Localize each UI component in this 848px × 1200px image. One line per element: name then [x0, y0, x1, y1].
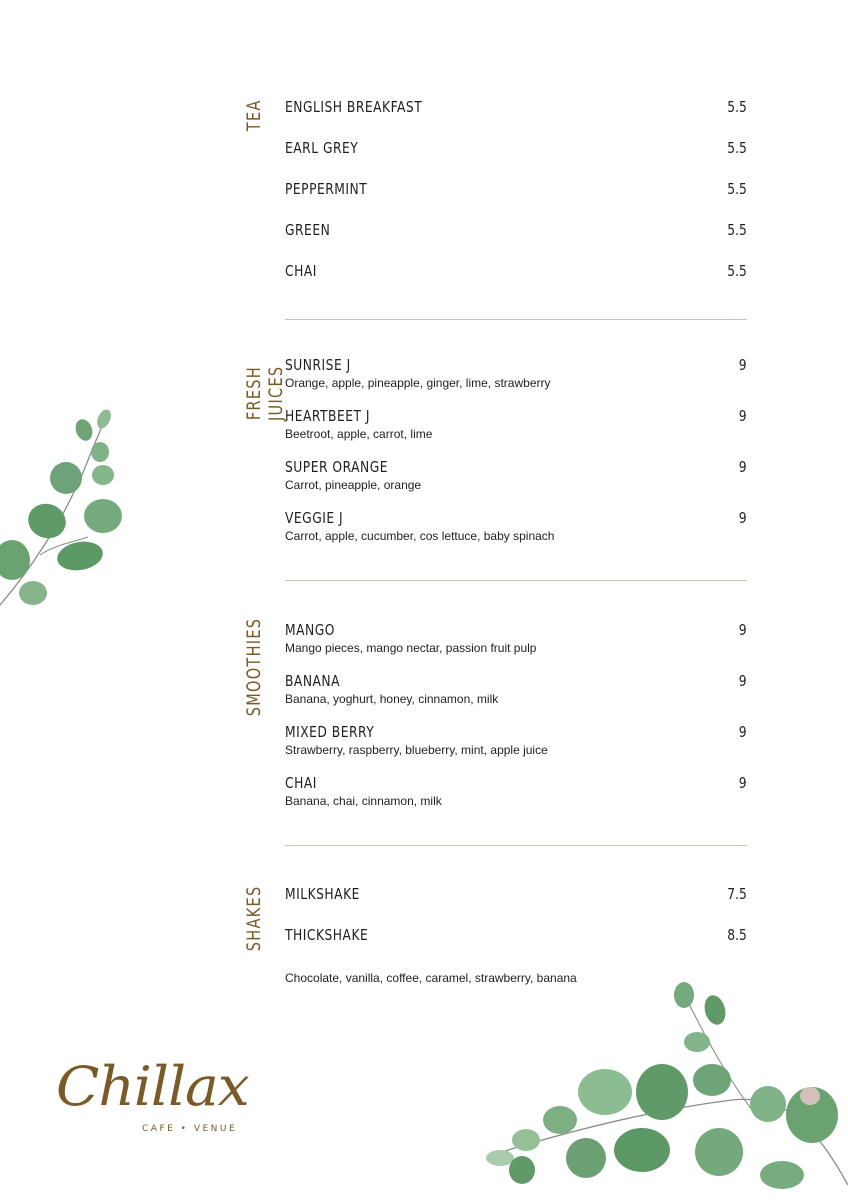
item-price: 5.5: [727, 262, 747, 280]
item-price: 9: [739, 723, 747, 741]
item-price: 5.5: [727, 98, 747, 116]
list-item: [285, 926, 747, 967]
shakes-flavours-note: Chocolate, vanilla, coffee, caramel, strawberry, banana: [285, 971, 577, 985]
item-name: SUNRISE J: [285, 356, 351, 374]
list-item: [285, 221, 747, 262]
list-item: [285, 509, 747, 560]
item-description: Carrot, pineapple, orange: [285, 478, 422, 492]
item-name: HEARTBEET J: [285, 407, 371, 425]
tea-title: TEA: [243, 99, 265, 132]
item-name: ENGLISH BREAKFAST: [285, 98, 423, 116]
list-item: [285, 774, 747, 825]
divider: [285, 319, 747, 320]
juices-title: FRESH JUICES: [243, 365, 287, 422]
item-price: 9: [739, 356, 747, 374]
logo: [56, 1055, 249, 1145]
item-name: MIXED BERRY: [285, 723, 375, 741]
shakes-title: SHAKES: [243, 885, 265, 952]
item-price: 9: [739, 621, 747, 639]
divider: [285, 845, 747, 846]
item-price: 7.5: [727, 885, 747, 903]
list-item: [285, 139, 747, 180]
list-item: [285, 723, 747, 774]
item-description: Orange, apple, pineapple, ginger, lime, strawberry: [285, 376, 551, 390]
list-item: [285, 262, 747, 303]
item-description: Banana, chai, cinnamon, milk: [285, 794, 442, 808]
eucalyptus-branch-left-icon: [0, 405, 130, 610]
list-item: [285, 407, 747, 458]
item-name: PEPPERMINT: [285, 180, 368, 198]
list-item: [285, 621, 747, 672]
item-description: Mango pieces, mango nectar, passion fruit pulp: [285, 641, 537, 655]
item-price: 9: [739, 672, 747, 690]
logo-subtitle: CAFE • VENUE: [142, 1124, 238, 1134]
item-description: Beetroot, apple, carrot, lime: [285, 427, 433, 441]
item-price: 9: [739, 774, 747, 792]
list-item: [285, 98, 747, 139]
item-price: 5.5: [727, 180, 747, 198]
item-price: 9: [739, 509, 747, 527]
list-item: [285, 672, 747, 723]
eucalyptus-branch-right-icon: [482, 980, 848, 1200]
item-name: EARL GREY: [285, 139, 359, 157]
item-description: Strawberry, raspberry, blueberry, mint, apple juice: [285, 743, 548, 757]
item-description: Carrot, apple, cucumber, cos lettuce, baby spinach: [285, 529, 555, 543]
item-name: BANANA: [285, 672, 341, 690]
item-name: CHAI: [285, 262, 317, 280]
item-price: 9: [739, 458, 747, 476]
juices-section: [243, 356, 747, 560]
item-name: VEGGIE J: [285, 509, 344, 527]
item-price: 8.5: [727, 926, 747, 944]
list-item: [285, 458, 747, 509]
item-description: Banana, yoghurt, honey, cinnamon, milk: [285, 692, 499, 706]
item-name: CHAI: [285, 774, 317, 792]
list-item: [285, 356, 747, 407]
item-name: THICKSHAKE: [285, 926, 369, 944]
item-price: 5.5: [727, 221, 747, 239]
list-item: [285, 180, 747, 221]
smoothies-section: [243, 617, 747, 825]
divider: [285, 580, 747, 581]
item-name: SUPER ORANGE: [285, 458, 389, 476]
logo-script: Chillax: [56, 1055, 249, 1118]
tea-section: [243, 98, 747, 303]
item-name: MILKSHAKE: [285, 885, 360, 903]
item-price: 5.5: [727, 139, 747, 157]
item-price: 9: [739, 407, 747, 425]
smoothies-title: SMOOTHIES: [243, 617, 265, 717]
item-name: GREEN: [285, 221, 331, 239]
list-item: [285, 885, 747, 926]
item-name: MANGO: [285, 621, 335, 639]
shakes-section: [243, 885, 747, 985]
